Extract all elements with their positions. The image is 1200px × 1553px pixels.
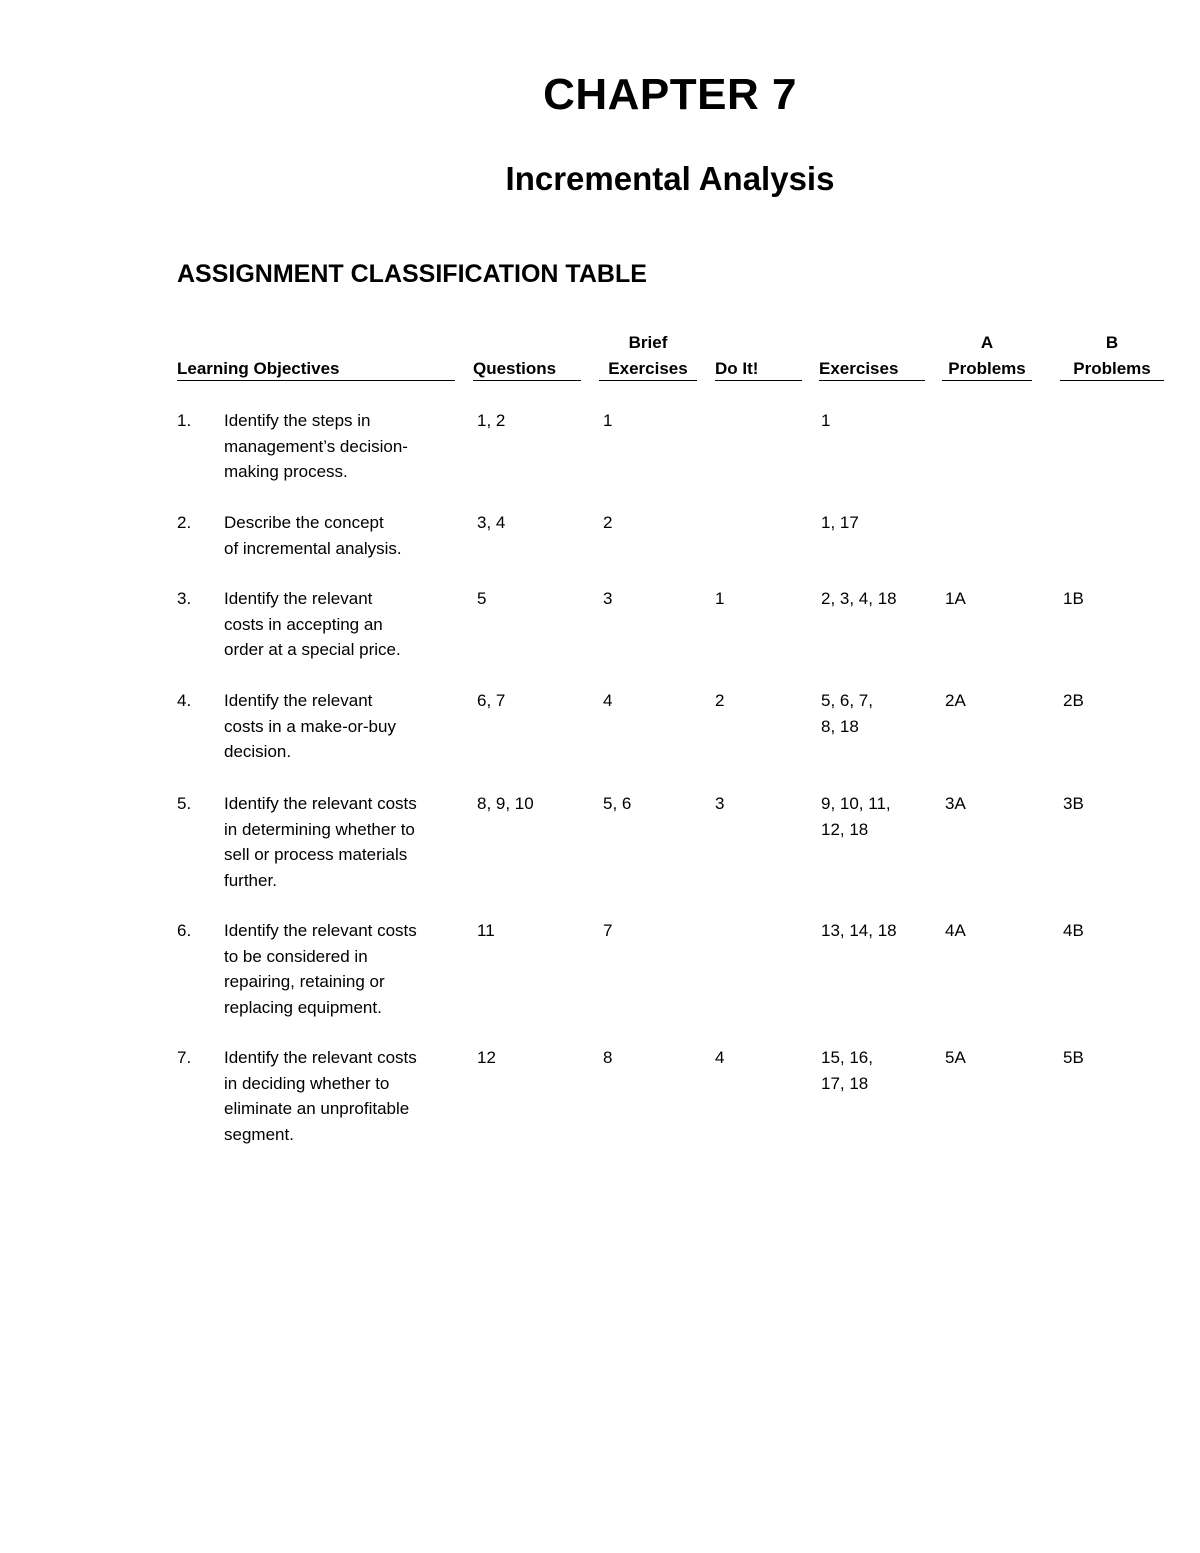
header-brief-exercises <box>599 330 697 382</box>
questions-cell: 8, 9, 10 <box>477 794 534 813</box>
b-problems-cell: 3B <box>1063 794 1084 813</box>
exercises-line: 2, 3, 4, 18 <box>821 589 897 608</box>
a-problems-cell: 4A <box>945 921 966 940</box>
objective-line: decision. <box>224 742 292 761</box>
do-it-cell: 4 <box>715 1048 725 1067</box>
header-underline <box>177 380 455 381</box>
exercises-line: 17, 18 <box>821 1073 869 1093</box>
header-do-it-bottom: Do It! <box>715 359 759 378</box>
header-learning-objectives <box>177 330 455 382</box>
objective-line: Identify the relevant costs <box>224 1048 417 1067</box>
header-underline <box>599 380 697 381</box>
objective-number: 7. <box>177 1048 192 1067</box>
exercises-line: 15, 16, <box>821 1048 873 1067</box>
exercises-cell <box>821 510 921 536</box>
objective-line: to be considered in <box>224 946 368 966</box>
exercises-line: 9, 10, 11, <box>821 794 891 813</box>
objective-line: making process. <box>224 462 348 481</box>
objective-line: Describe the concept <box>224 513 384 532</box>
a-problems-cell: 5A <box>945 1048 966 1067</box>
header-questions-bottom: Questions <box>473 359 557 378</box>
header-exercises <box>819 330 925 382</box>
brief-exercises-cell: 8 <box>603 1048 613 1067</box>
header-b-problems <box>1060 330 1164 382</box>
header-exercises-bottom: Exercises <box>819 359 899 378</box>
b-problems-cell: 4B <box>1063 921 1084 940</box>
header-underline <box>1060 380 1164 381</box>
objective-number: 6. <box>177 921 192 940</box>
header-brief-exercises-bottom: Exercises <box>608 359 688 378</box>
b-problems-cell: 2B <box>1063 691 1084 710</box>
objective-line: segment. <box>224 1124 294 1144</box>
do-it-cell: 3 <box>715 794 725 813</box>
learning-objective <box>224 918 454 1020</box>
objective-line: Identify the relevant <box>224 589 373 608</box>
a-problems-cell: 2A <box>945 691 966 710</box>
chapter-title: CHAPTER 7 <box>543 70 797 119</box>
objective-line: costs in a make-or-buy <box>224 716 396 736</box>
learning-objective <box>224 688 454 765</box>
header-underline <box>942 380 1032 381</box>
learning-objective <box>224 408 454 485</box>
questions-cell: 3, 4 <box>477 513 506 532</box>
exercises-line: 5, 6, 7, <box>821 691 873 710</box>
objective-line: further. <box>224 870 277 890</box>
objective-line: Identify the relevant <box>224 691 373 710</box>
objective-number: 2. <box>177 513 192 532</box>
exercises-cell <box>821 688 921 739</box>
objective-line: Identify the steps in <box>224 411 371 430</box>
header-b-problems-bottom: Problems <box>1073 359 1151 378</box>
header-underline <box>715 380 802 381</box>
exercises-cell <box>821 791 921 842</box>
learning-objective <box>224 586 454 663</box>
learning-objective <box>224 791 454 893</box>
brief-exercises-cell: 7 <box>603 921 613 940</box>
header-learning-objectives-bottom: Learning Objectives <box>177 359 340 378</box>
exercises-line: 1, 17 <box>821 513 859 532</box>
header-brief-exercises-top: Brief <box>628 333 668 352</box>
objective-number: 5. <box>177 794 192 813</box>
questions-cell: 12 <box>477 1048 496 1067</box>
brief-exercises-cell: 1 <box>603 411 613 430</box>
a-problems-cell: 1A <box>945 589 966 608</box>
exercises-line: 1 <box>821 411 831 430</box>
exercises-cell <box>821 1045 921 1096</box>
section-heading: ASSIGNMENT CLASSIFICATION TABLE <box>177 260 647 288</box>
learning-objective <box>224 1045 454 1147</box>
objective-line: sell or process materials <box>224 845 408 864</box>
header-a-problems-bottom: Problems <box>948 359 1026 378</box>
brief-exercises-cell: 3 <box>603 589 613 608</box>
objective-line: in deciding whether to <box>224 1073 390 1093</box>
objective-line: replacing equipment. <box>224 997 382 1017</box>
header-underline <box>819 380 925 381</box>
objective-line: repairing, retaining or <box>224 972 385 991</box>
exercises-cell <box>821 408 921 434</box>
do-it-cell: 2 <box>715 691 725 710</box>
objective-number: 1. <box>177 411 192 430</box>
objective-line: costs in accepting an <box>224 614 383 634</box>
brief-exercises-cell: 2 <box>603 513 613 532</box>
objective-line: management’s decision- <box>224 436 408 456</box>
header-questions <box>473 330 581 382</box>
objective-line: in determining whether to <box>224 819 415 839</box>
brief-exercises-cell: 5, 6 <box>603 794 632 813</box>
header-a-problems <box>942 330 1032 382</box>
objective-line: of incremental analysis. <box>224 538 402 558</box>
exercises-line: 8, 18 <box>821 716 859 736</box>
header-do-it <box>715 330 802 382</box>
objective-line: order at a special price. <box>224 640 401 659</box>
header-b-problems-top: B <box>1105 333 1119 352</box>
objective-line: eliminate an unprofitable <box>224 1099 410 1118</box>
exercises-line: 12, 18 <box>821 819 869 839</box>
objective-number: 4. <box>177 691 192 710</box>
chapter-subtitle: Incremental Analysis <box>505 160 835 197</box>
objective-number: 3. <box>177 589 192 608</box>
questions-cell: 6, 7 <box>477 691 506 710</box>
objective-line: Identify the relevant costs <box>224 794 417 813</box>
questions-cell: 1, 2 <box>477 411 506 430</box>
brief-exercises-cell: 4 <box>603 691 613 710</box>
a-problems-cell: 3A <box>945 794 966 813</box>
b-problems-cell: 5B <box>1063 1048 1084 1067</box>
questions-cell: 5 <box>477 589 487 608</box>
learning-objective <box>224 510 454 561</box>
exercises-cell <box>821 918 921 944</box>
exercises-cell <box>821 586 921 612</box>
do-it-cell: 1 <box>715 589 725 608</box>
header-underline <box>473 380 581 381</box>
objective-line: Identify the relevant costs <box>224 921 417 940</box>
header-a-problems-top: A <box>980 333 994 352</box>
b-problems-cell: 1B <box>1063 589 1084 608</box>
exercises-line: 13, 14, 18 <box>821 921 897 940</box>
questions-cell: 11 <box>477 921 495 940</box>
